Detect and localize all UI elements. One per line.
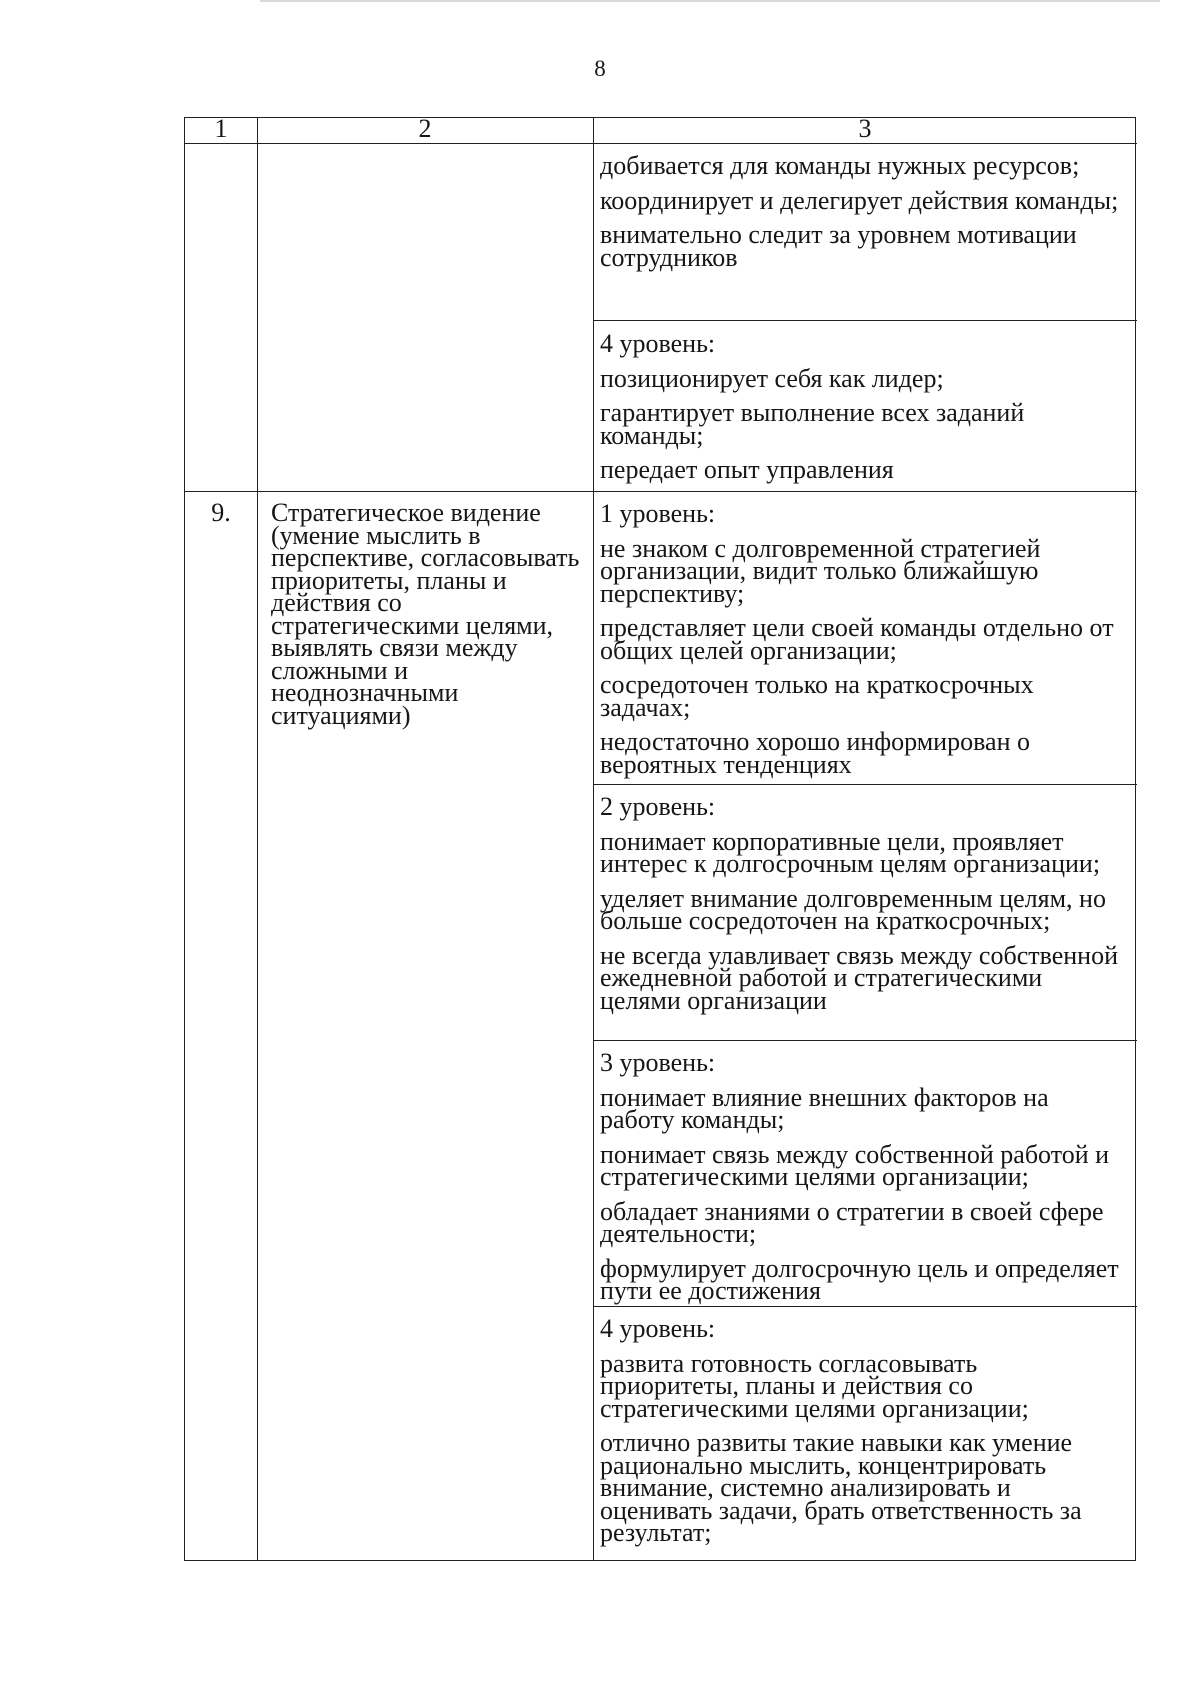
level-item: недостаточно хорошо информирован о вероятных тенденциях	[600, 727, 1030, 779]
row-divider	[185, 491, 1137, 492]
column-divider-2-3	[593, 118, 594, 1560]
level-divider	[593, 1306, 1137, 1307]
header-col-1: 1	[214, 114, 228, 143]
level-divider	[593, 784, 1137, 785]
level-item: понимает связь между собственной работой и стратегическими целями организации;	[600, 1139, 1110, 1191]
level-item: координирует и делегирует действия команды;	[600, 185, 1119, 215]
level-item: внимательно следит за уровнем мотивации сотрудников	[600, 220, 1077, 272]
level-item: обладает знаниями о стратегии в своей сфере деятельности;	[600, 1196, 1104, 1248]
level-divider	[593, 320, 1137, 321]
row-number: 9.	[211, 498, 231, 527]
level-heading: 1 уровень:	[600, 499, 716, 528]
page-number: 8	[594, 56, 606, 81]
level-heading: 4 уровень:	[600, 1314, 716, 1343]
scan-top-edge	[260, 0, 1160, 2]
level-item: развита готовность согласовывать приоритеты, планы и действия со стратегическими целями организации;	[600, 1348, 1029, 1423]
level-block-2	[600, 792, 1120, 1015]
level-block-4	[600, 1314, 1120, 1547]
column-divider-1-2	[257, 118, 258, 1560]
header-row-divider	[185, 143, 1137, 144]
level-item: уделяет внимание долговременным целям, но больше сосредоточен на краткосрочных;	[600, 883, 1106, 935]
level-item: позиционирует себя как лидер;	[600, 363, 944, 393]
level-item: отлично развиты такие навыки как умение рационально мыслить, концентрировать внимание, системно анализировать и оценивать задачи, брать ответственность за результат;	[600, 1428, 1082, 1547]
level-heading: 2 уровень:	[600, 792, 716, 821]
level-divider	[593, 1040, 1137, 1041]
level-item: сосредоточен только на краткосрочных задачах;	[600, 670, 1034, 722]
level-item: гарантирует выполнение всех заданий команды;	[600, 398, 1025, 450]
level-item: передает опыт управления	[600, 455, 894, 484]
level-item: представляет цели своей команды отдельно от общих целей организации;	[600, 613, 1114, 665]
level-item: не знаком с долговременной стратегией организации, видит только ближайшую перспективу;	[600, 533, 1041, 608]
level-heading: 3 уровень:	[600, 1048, 716, 1077]
level-block-3	[600, 1048, 1120, 1305]
level-block-1	[600, 499, 1120, 779]
competency-description: Стратегическое видение (умение мыслить в перспективе, согласовывать приоритеты, планы и действия со стратегическими целями, выявлять связи между сложными и неоднозначными ситуациями)	[271, 498, 580, 730]
level-item: не всегда улавливает связь между собственной ежедневной работой и стратегическими целями организации	[600, 940, 1119, 1015]
level-block-4-prev	[600, 329, 1120, 484]
level-block-continuation	[600, 151, 1120, 272]
level-heading: 4 уровень:	[600, 329, 716, 358]
level-item: добивается для команды нужных ресурсов;	[600, 151, 1080, 180]
level-item: формулирует долгосрочную цель и определяет пути ее достижения	[600, 1253, 1119, 1305]
header-col-3: 3	[858, 114, 872, 143]
level-item: понимает влияние внешних факторов на работу команды;	[600, 1082, 1049, 1134]
header-col-2: 2	[418, 114, 432, 143]
level-item: понимает корпоративные цели, проявляет интерес к долгосрочным целям организации;	[600, 826, 1101, 878]
